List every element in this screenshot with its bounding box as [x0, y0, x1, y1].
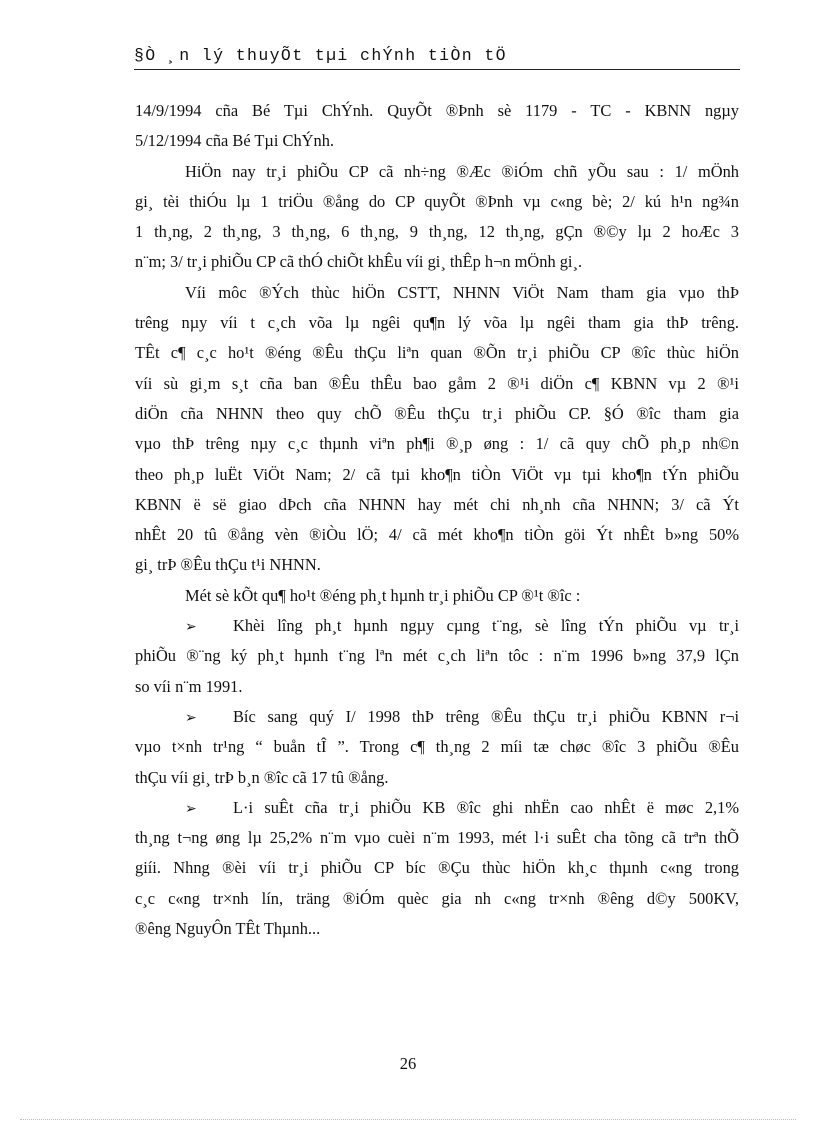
- bullet-text: Khèi lîng ph¸t hµnh ngµy cµng t¨ng, sè lîng tÝn phiÕu vµ tr¸i: [233, 616, 739, 636]
- text-line: 5/12/1994 cña Bé Tµi ChÝnh.: [135, 131, 334, 151]
- text-line: 1 th¸ng, 2 th¸ng, 3 th¸ng, 6 th¸ng, 9 th¸ng, 12 th¸ng, gÇn ®©y lµ 2 hoÆc 3: [135, 222, 739, 242]
- text-line: phiÕu ®¨ng ký ph¸t hµnh t¨ng lªn mét c¸ch liªn tôc : n¨m 1996 b»ng 37,9 lÇn: [135, 646, 739, 666]
- bullet-item-line: [135, 793, 739, 823]
- text-line: KBNN ë së giao dÞch cña NHNN hay mét chi nh¸nh cña NHNN; 3/ cã Ýt: [135, 494, 739, 514]
- text-line: TÊt c¶ c¸c ho¹t ®éng ®Êu thÇu liªn quan ®Õn tr¸i phiÕu CP ®îc thùc hiÖn: [135, 343, 739, 363]
- header-divider: [134, 69, 740, 70]
- arrow-bullet-icon: ➢: [185, 709, 197, 726]
- text-line: thÇu víi gi¸ trÞ b¸n ®îc cã 17 tû ®ång.: [135, 767, 389, 787]
- bullet-text: Bíc sang quý I/ 1998 thÞ trêng ®Êu thÇu tr¸i phiÕu KBNN r¬i: [233, 706, 739, 726]
- text-line: gi¸ trÞ ®Êu thÇu t¹i NHNN.: [135, 555, 321, 575]
- bullet-text: L·i suÊt cña tr¸i phiÕu KB ®îc ghi nhËn cao nhÊt ë møc 2,1%: [233, 797, 739, 817]
- text-line: 14/9/1994 cña Bé Tµi ChÝnh. QuyÕt ®Þnh sè 1179 - TC - KBNN ngµy: [135, 101, 739, 120]
- bullet-item-line: [135, 702, 739, 732]
- text-line: trêng nµy víi t c¸ch võa lµ ngêi qu¶n lý võa lµ ngêi tham gia thÞ trêng.: [135, 313, 739, 333]
- text-line: th¸ng t¬ng øng lµ 25,2% n¨m vµo cuèi n¨m 1993, mét l·i suÊt cha tõng cã trªn thÕ: [135, 828, 739, 848]
- text-line: víi sù gi¸m s¸t cña ban ®Êu thÊu bao gåm 2 ®¹i diÖn c¶ KBNN vµ 2 ®¹i: [135, 373, 739, 393]
- text-line: c¸c c«ng tr×nh lín, träng ®iÓm quèc gia nh c«ng tr×nh ®êng d©y 500KV,: [135, 888, 739, 908]
- footer-divider: [20, 1119, 796, 1120]
- text-line: Víi môc ®Ých thùc hiÖn CSTT, NHNN ViÖt Nam tham gia vµo thÞ: [185, 282, 739, 302]
- text-line: gi¸ tèi thiÓu lµ 1 triÖu ®ång do CP quyÕt ®Þnh vµ c«ng bè; 2/ kú h¹n ng¾n: [135, 191, 739, 211]
- text-line: Mét sè kÕt qu¶ ho¹t ®éng ph¸t hµnh tr¸i phiÕu CP ®¹t ®îc :: [185, 585, 581, 605]
- text-line: vµo thÞ trêng nµy c¸c thµnh viªn ph¶i ®¸p øng : 1/ cã quy chÕ ph¸p nh©n: [135, 434, 739, 454]
- text-line: theo ph¸p luËt ViÖt Nam; 2/ cã tµi kho¶n tiÒn ViÖt vµ tµi kho¶n tÝn phiÕu: [135, 464, 739, 484]
- text-line: nhÊt 20 tû ®ång vèn ®iÒu lÖ; 4/ cã mét kho¶n tiÒn göi Ýt nhÊt b»ng 50%: [135, 525, 739, 545]
- document-body: [135, 96, 739, 944]
- page-header-title: §Ò ¸n lý thuyÕt tµi chÝnh tiÒn tÖ: [134, 46, 507, 65]
- text-line: ®êng NguyÔn TÊt Thµnh...: [135, 919, 321, 939]
- arrow-bullet-icon: ➢: [185, 800, 197, 817]
- text-line: vµo t×nh tr¹ng “ buån tÎ ”. Trong c¶ th¸ng 2 míi tæ chøc ®îc 3 phiÕu ®Êu: [135, 737, 739, 757]
- text-line: n¨m; 3/ tr¸i phiÕu CP cã thÓ chiÕt khÊu víi gi¸ thÊp h¬n mÖnh gi¸.: [135, 252, 583, 272]
- text-line: diÖn cña NHNN theo quy chÕ ®Êu thÇu tr¸i phiÕu CP. §Ó ®îc tham gia: [135, 403, 739, 423]
- text-line: HiÖn nay tr¸i phiÕu CP cã nh÷ng ®Æc ®iÓm chñ yÕu sau : 1/ mÖnh: [185, 161, 739, 181]
- page-number: 26: [399, 1054, 417, 1073]
- text-line: giíi. Nhng ®èi víi tr¸i phiÕu CP bíc ®Çu thùc hiÖn kh¸c thµnh c«ng trong: [135, 858, 739, 878]
- bullet-item-line: [135, 611, 739, 641]
- arrow-bullet-icon: ➢: [185, 619, 197, 636]
- text-line: so víi n¨m 1991.: [135, 676, 243, 696]
